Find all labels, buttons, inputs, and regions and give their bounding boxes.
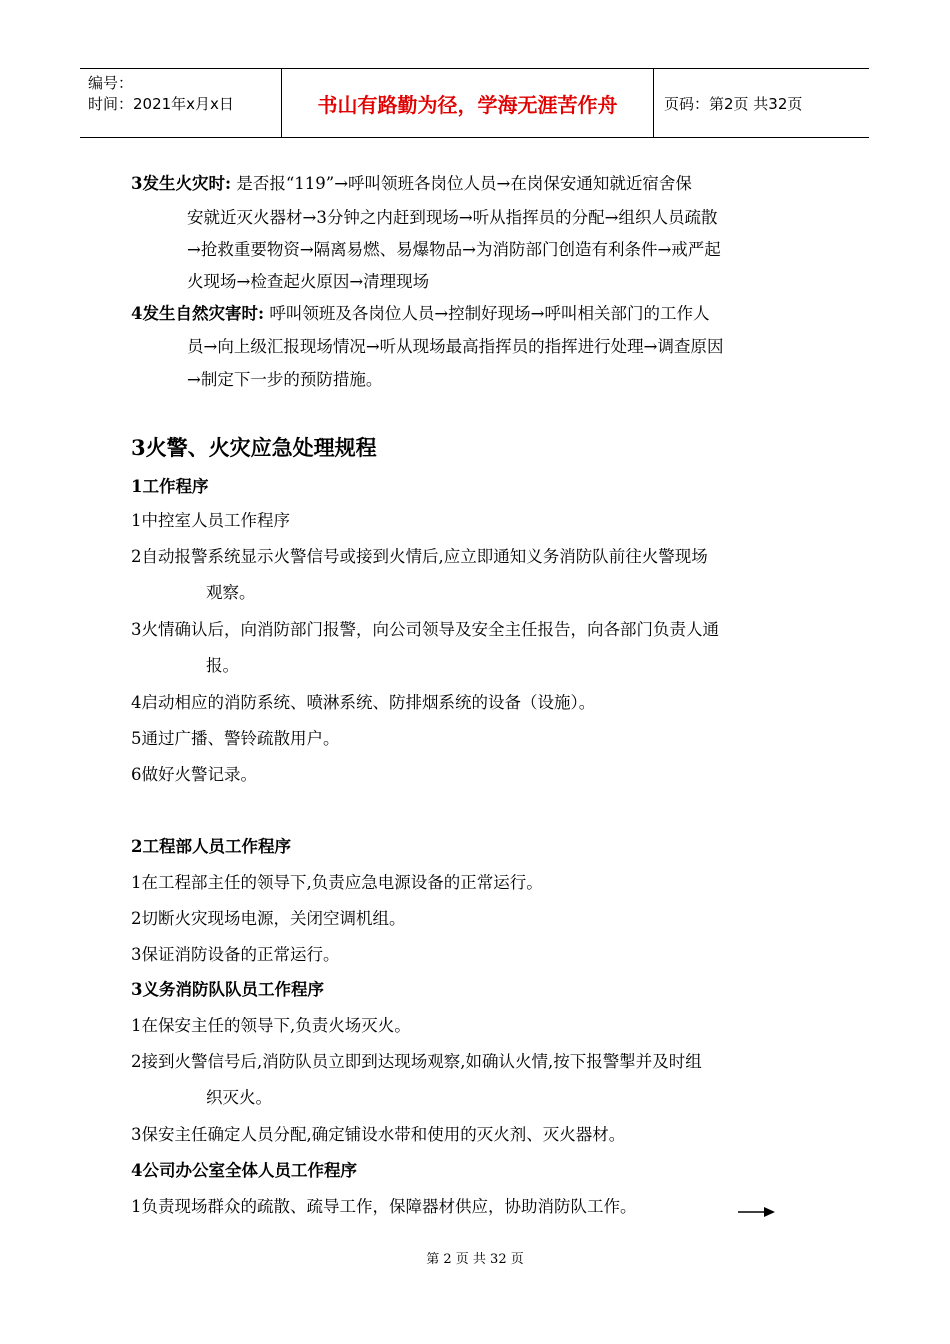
- item4-line2: 员→向上级汇报现场情况→听从现场最高指挥员的指挥进行处理→调查原因: [187, 337, 724, 356]
- subheading-4: 4公司办公室全体人员工作程序: [131, 1161, 357, 1180]
- list-item: 2切断火灾现场电源，关闭空调机组。: [131, 909, 406, 928]
- list-item-continuation: 观察。: [206, 583, 256, 602]
- list-item: 2接到火警信号后,消防队员立即到达现场观察,如确认火情,按下报警掣并及时组: [131, 1052, 702, 1071]
- list-item: 6做好火警记录。: [131, 765, 257, 784]
- list-item: 1负责现场群众的疏散、疏导工作，保障器材供应，协助消防队工作。: [131, 1197, 637, 1216]
- section-heading: 3火警、火灾应急处理规程: [131, 435, 377, 460]
- item4-line3: →制定下一步的预防措施。: [187, 370, 383, 389]
- item4-text1: 呼叫领班及各岗位人员→控制好现场→呼叫相关部门的工作人: [269, 304, 710, 323]
- list-item: 3保安主任确定人员分配,确定铺设水带和使用的灭火剂、灭火器材。: [131, 1125, 626, 1144]
- subheading-2: 2工程部人员工作程序: [131, 837, 291, 856]
- list-item: 3保证消防设备的正常运行。: [131, 945, 340, 964]
- item4-line1: [131, 300, 709, 324]
- list-item: 5通过广播、警铃疏散用户。: [131, 729, 340, 748]
- item3-line4: 火现场→检查起火原因→清理现场: [187, 272, 430, 291]
- page-footer: 第 2 页 共 32 页: [426, 1252, 524, 1267]
- arrow-right-icon: [738, 1205, 776, 1219]
- list-item-continuation: 织灭火。: [206, 1088, 272, 1107]
- list-item: 1在保安主任的领导下,负责火场灭火。: [131, 1016, 411, 1035]
- doc-time-label: 时间：2021年x月x日: [88, 95, 234, 113]
- list-item-continuation: 报。: [206, 656, 239, 675]
- item3-line2: 安就近灭火器材→3分钟之内赶到现场→听从指挥员的分配→组织人员疏散: [187, 208, 718, 227]
- item4-title: 4发生自然灾害时:: [131, 304, 265, 323]
- list-item: 1中控室人员工作程序: [131, 511, 290, 530]
- item3-title: 3发生火灾时:: [131, 174, 232, 193]
- list-item: 4启动相应的消防系统、喷淋系统、防排烟系统的设备（设施）。: [131, 693, 596, 712]
- subheading-1: 1工作程序: [131, 477, 209, 496]
- subheading-3: 3义务消防队队员工作程序: [131, 980, 324, 999]
- item3-line1: [131, 170, 692, 194]
- item3-line3: →抢救重要物资→隔离易燃、易爆物品→为消防部门创造有利条件→戒严起: [187, 240, 721, 259]
- list-item: 3火情确认后，向消防部门报警，向公司领导及安全主任报告，向各部门负责人通: [131, 620, 719, 639]
- doc-number-label: 编号：: [88, 74, 134, 92]
- list-item: 2自动报警系统显示火警信号或接到火情后,应立即通知义务消防队前往火警现场: [131, 547, 708, 566]
- header-meta: [80, 69, 282, 137]
- item3-text1: 是否报“119”→呼叫领班各岗位人员→在岗保安通知就近宿舍保: [236, 174, 692, 193]
- list-item: 1在工程部主任的领导下,负责应急电源设备的正常运行。: [131, 873, 543, 892]
- header-page-info: 页码：第2页 共32页: [664, 94, 803, 113]
- header-motto: 书山有路勤为径，学海无涯苦作舟: [282, 69, 654, 137]
- page-header: [80, 68, 869, 138]
